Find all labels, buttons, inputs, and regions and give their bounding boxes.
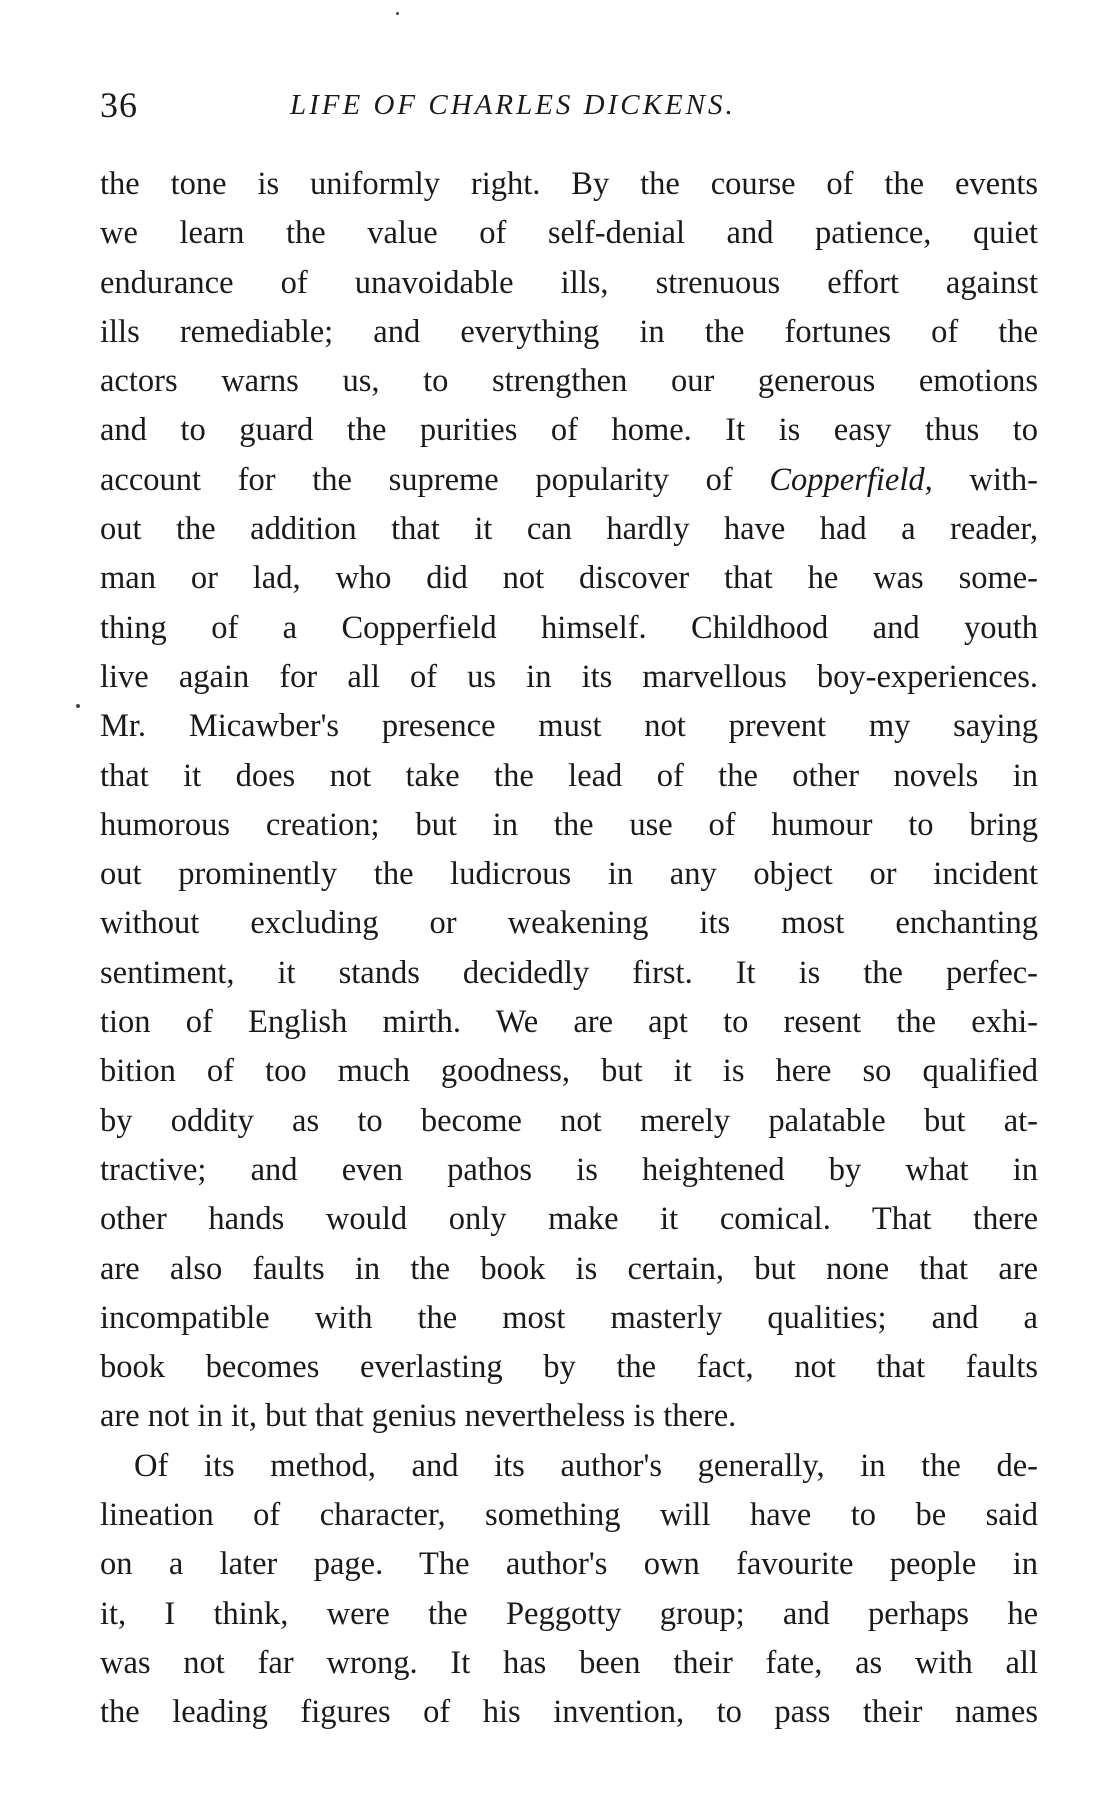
paragraph-1	[100, 160, 1038, 1442]
text-line: live again for all of us in its marvellous boy-experiences.	[100, 658, 1038, 695]
text-line: book becomes everlasting by the fact, not that faults	[100, 1349, 1038, 1386]
page-number: 36	[100, 85, 138, 125]
text-line: the tone is uniformly right. By the course of the events	[100, 166, 1038, 202]
text-line: on a later page. The author's own favourite people in	[100, 1546, 1038, 1583]
text-line: it, I think, were the Peggotty group; and perhaps he	[100, 1595, 1038, 1632]
text-line: incompatible with the most masterly qualities; and a	[100, 1299, 1038, 1336]
text-line-with-title	[100, 456, 1038, 505]
text-line: Mr. Micawber's presence must not prevent my saying	[100, 708, 1038, 745]
print-speck	[76, 704, 80, 708]
text-line: are not in it, but that genius nevertheless is there.	[100, 1398, 737, 1435]
text-line: by oddity as to become not merely palatable but at-	[100, 1102, 1038, 1139]
text-line: that it does not take the lead of the other novels in	[100, 757, 1038, 794]
running-title: LIFE OF CHARLES DICKENS.	[290, 89, 736, 121]
book-title-copperfield: Copperfield,	[769, 461, 933, 498]
text-line: we learn the value of self-denial and patience, quiet	[100, 215, 1038, 252]
text-line: the leading figures of his invention, to pass their names	[100, 1694, 1038, 1731]
running-head	[100, 80, 1040, 130]
text-line: endurance of unavoidable ills, strenuous effort against	[100, 264, 1038, 301]
text-line: tractive; and even pathos is heightened by what in	[100, 1151, 1038, 1188]
text-line: lineation of character, something will have to be said	[100, 1497, 1038, 1534]
text-line: man or lad, who did not discover that he was some-	[100, 560, 1038, 597]
text-line: bition of too much goodness, but it is here so qualified	[100, 1053, 1038, 1090]
text-line: Of its method, and its author's generally, in the de-	[134, 1447, 1038, 1484]
print-speck	[396, 12, 399, 15]
text-line: other hands would only make it comical. That there	[100, 1201, 1038, 1238]
text-line: was not far wrong. It has been their fate, as with all	[100, 1644, 1038, 1681]
text-line: thing of a Copperfield himself. Childhood and youth	[100, 609, 1038, 646]
text-line: without excluding or weakening its most enchanting	[100, 905, 1038, 942]
text-line: humorous creation; but in the use of humour to bring	[100, 806, 1038, 843]
text-line: and to guard the purities of home. It is easy thus to	[100, 412, 1038, 449]
text-line: out the addition that it can hardly have had a reader,	[100, 511, 1038, 548]
body-text	[100, 160, 1038, 1738]
text-line: out prominently the ludicrous in any object or incident	[100, 856, 1038, 893]
paragraph-2	[100, 1442, 1038, 1738]
text-line: sentiment, it stands decidedly first. It is the perfec-	[100, 954, 1038, 991]
text-line: are also faults in the book is certain, but none that are	[100, 1250, 1038, 1287]
text-line: ills remediable; and everything in the fortunes of the	[100, 313, 1038, 350]
text-line: actors warns us, to strengthen our generous emotions	[100, 363, 1038, 400]
text-line: tion of English mirth. We are apt to resent the exhi-	[100, 1004, 1038, 1041]
text-fragment: with-	[969, 461, 1038, 498]
text-fragment: account for the supreme popularity of	[100, 461, 733, 498]
